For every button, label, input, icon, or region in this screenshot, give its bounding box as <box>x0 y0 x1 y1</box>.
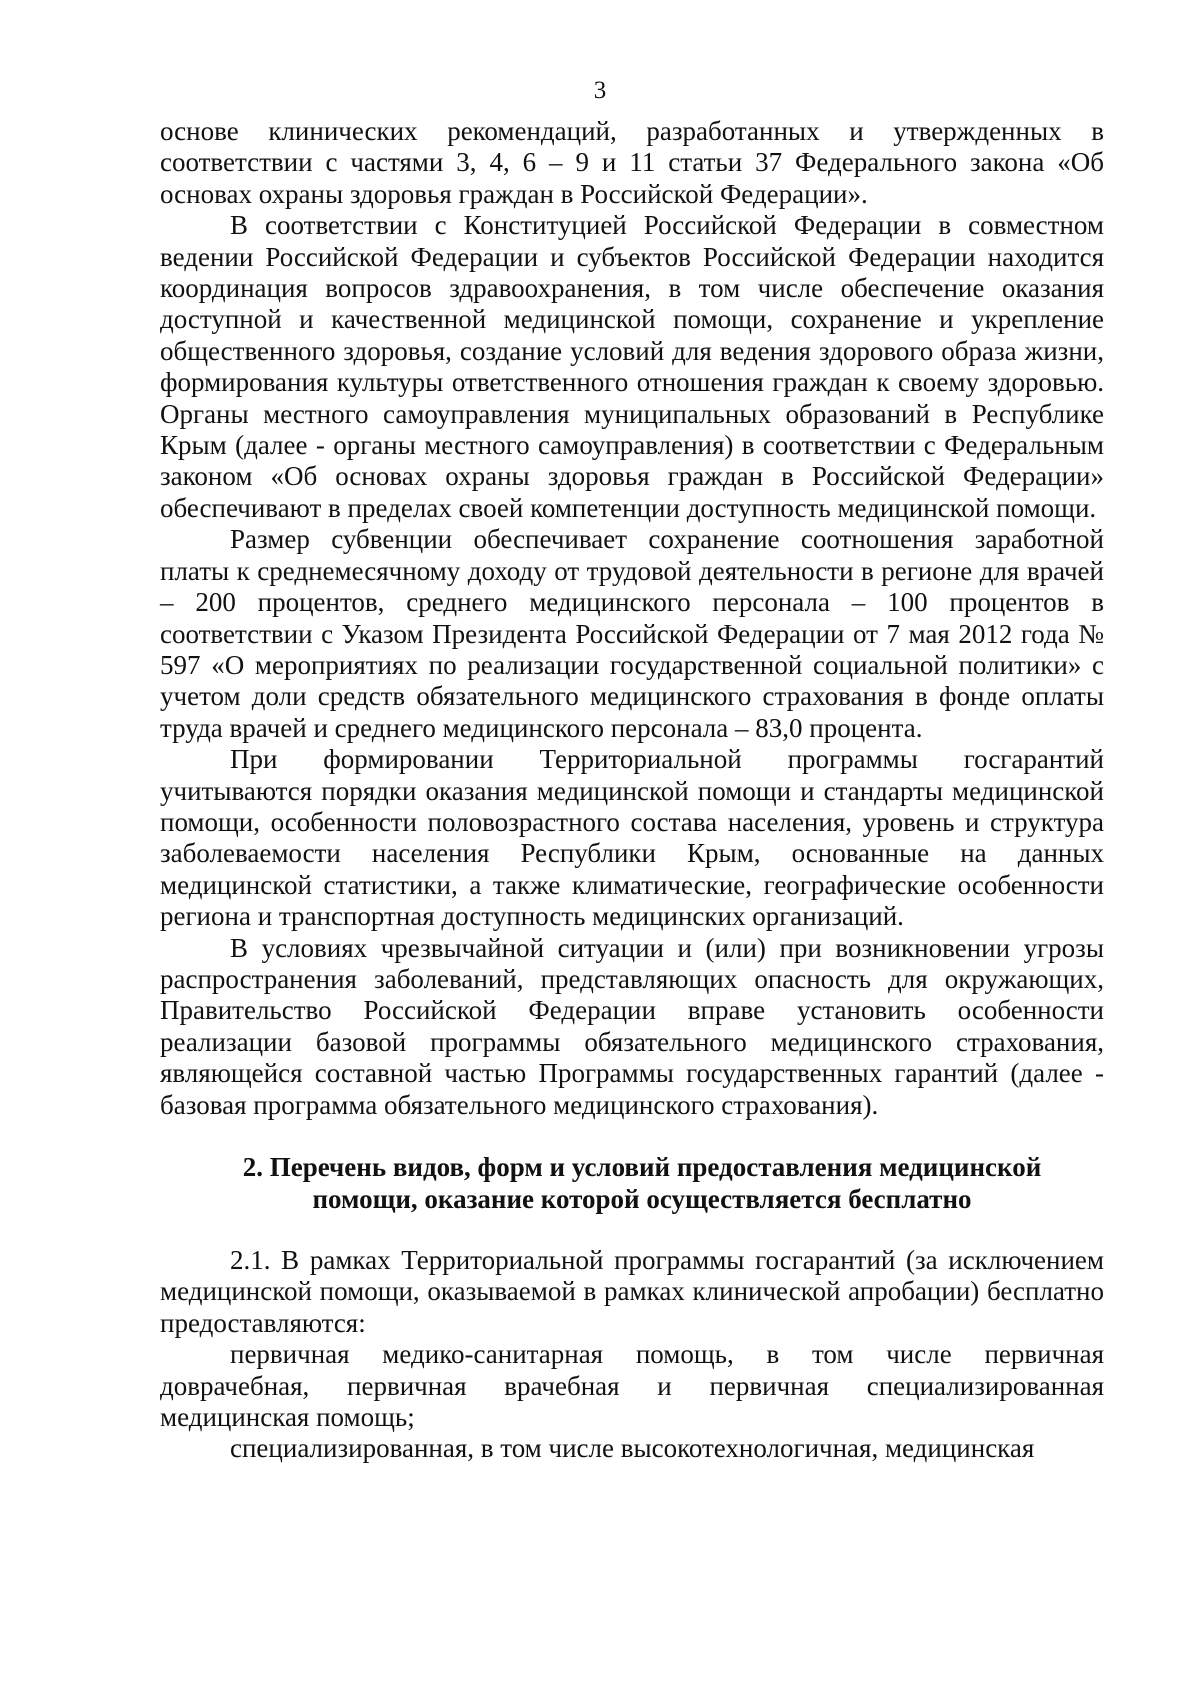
paragraph: Размер субвенции обеспечивает сохранение соотношения заработной платы к среднемесячному доходу от трудовой деятельности в регионе для врачей – 200 процентов, среднего медицинского персонала – 100 процентов в соответствии с Указом Президента Российской Федерации от 7 мая 2012 года № 597 «О мероприятиях по реализации государственной социальной политики» с учетом доли средств обязательного медицинского страхования в фонде оплаты труда врачей и среднего медицинского персонала – 83,0 процента. <box>160 524 1104 743</box>
paragraph: В условиях чрезвычайной ситуации и (или) при возникновении угрозы распространения заболеваний, представляющих опасность для окружающих, Правительство Российской Федерации вправе установить особенности реализации базовой программы обязательного медицинского страхования, являющейся составной частью Программы государственных гарантий (далее - базовая программа обязательного медицинского страхования). <box>160 932 1104 1120</box>
section-heading: 2. Перечень видов, форм и условий предоставления медицинской помощи, оказание которой осуществляется бесплатно <box>242 1152 1042 1214</box>
paragraph-continuation: основе клинических рекомендаций, разработанных и утвержденных в соответствии с частями 3, 4, 6 – 9 и 11 статьи 37 Федерального закона «Об основах охраны здоровья граждан в Российской Федерации». <box>160 116 1104 209</box>
paragraph: специализированная, в том числе высокотехнологичная, медицинская <box>230 1433 1035 1464</box>
paragraph: В соответствии с Конституцией Российской Федерации в совместном ведении Российской Федерации и субъектов Российской Федерации находится координация вопросов здравоохранения, в том числе обеспечение оказания доступной и качественной медицинской помощи, сохранение и укрепление общественного здоровья, создание условий для ведения здорового образа жизни, формирования культуры ответственного отношения граждан к своему здоровью. Органы местного самоуправления муниципальных образований в Республике Крым (далее - органы местного самоуправления) в соответствии с Федеральным законом «Об основах охраны здоровья граждан в Российской Федерации» обеспечивают в пределах своей компетенции доступность медицинской помощи. <box>160 210 1104 523</box>
page-number: 3 <box>593 77 607 104</box>
document-body <box>160 116 1104 1465</box>
paragraph: первичная медико-санитарная помощь, в том числе первичная доврачебная, первичная врачебная и первичная специализированная медицинская помощь; <box>160 1339 1104 1433</box>
paragraph: При формировании Территориальной программы госгарантий учитываются порядки оказания медицинской помощи и стандарты медицинской помощи, особенности половозрастного состава населения, уровень и структура заболеваемости населения Республики Крым, основанные на данных медицинской статистики, а также климатические, географические особенности региона и транспортная доступность медицинских организаций. <box>160 744 1104 932</box>
paragraph: 2.1. В рамках Территориальной программы госгарантий (за исключением медицинской помощи, оказываемой в рамках клинической апробации) бесплатно предоставляются: <box>160 1245 1104 1338</box>
